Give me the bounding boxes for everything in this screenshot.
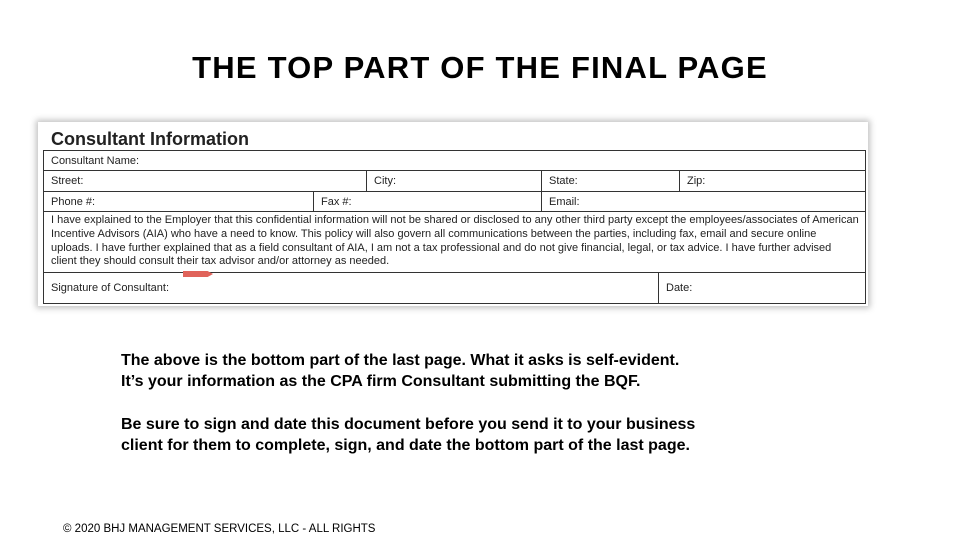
signature-row — [44, 273, 865, 303]
confidentiality-statement: I have explained to the Employer that this confidential information will not be shared or disclosed to any other third party except the employees/associates of American Incentive Advisors (AIA) who have a need to know. This policy will also govern all communications between the parties, including fax, email and secure online uploads. I have further explained that as a field consultant of AIA, I am not a tax professional and do not give financial, legal, or tax advice. I have further advised client they should consult their tax advisor and/or attorney as needed. — [51, 214, 859, 268]
note-line: client for them to complete, sign, and date the bottom part of the last page. — [121, 437, 690, 454]
explanation-paragraph-2 — [121, 414, 695, 456]
consultant-name-row — [44, 151, 865, 171]
sign-here-flag — [183, 271, 213, 277]
note-line: Be sure to sign and date this document before you send it to your business — [121, 416, 696, 433]
email-field: Email: — [549, 196, 580, 208]
note-line: It’s your information as the CPA firm Consultant submitting the BQF. — [121, 373, 641, 390]
phone-field: Phone #: — [44, 192, 314, 211]
zip-field: Zip: — [687, 175, 706, 187]
statement-row — [44, 212, 865, 273]
consultant-info-table — [43, 150, 866, 304]
signature-field: Signature of Consultant: — [44, 273, 659, 303]
copyright-footer: © 2020 BHJ MANAGEMENT SERVICES, LLC - ALL RIGHTS — [63, 523, 376, 535]
address-row — [44, 171, 865, 192]
street-field: Street: — [44, 171, 367, 191]
state-field: State: — [542, 171, 680, 191]
form-heading: Consultant Information — [51, 129, 249, 149]
explanation-paragraph-1 — [121, 350, 679, 392]
date-field: Date: — [666, 282, 693, 294]
consultant-name-field: Consultant Name: — [51, 155, 140, 167]
contact-row — [44, 192, 865, 212]
form-screenshot — [38, 122, 868, 306]
note-line: The above is the bottom part of the last page. What it asks is self-evident. — [121, 352, 680, 369]
page-title: THE TOP PART OF THE FINAL PAGE — [192, 50, 768, 85]
fax-field: Fax #: — [314, 192, 542, 211]
city-field: City: — [367, 171, 542, 191]
